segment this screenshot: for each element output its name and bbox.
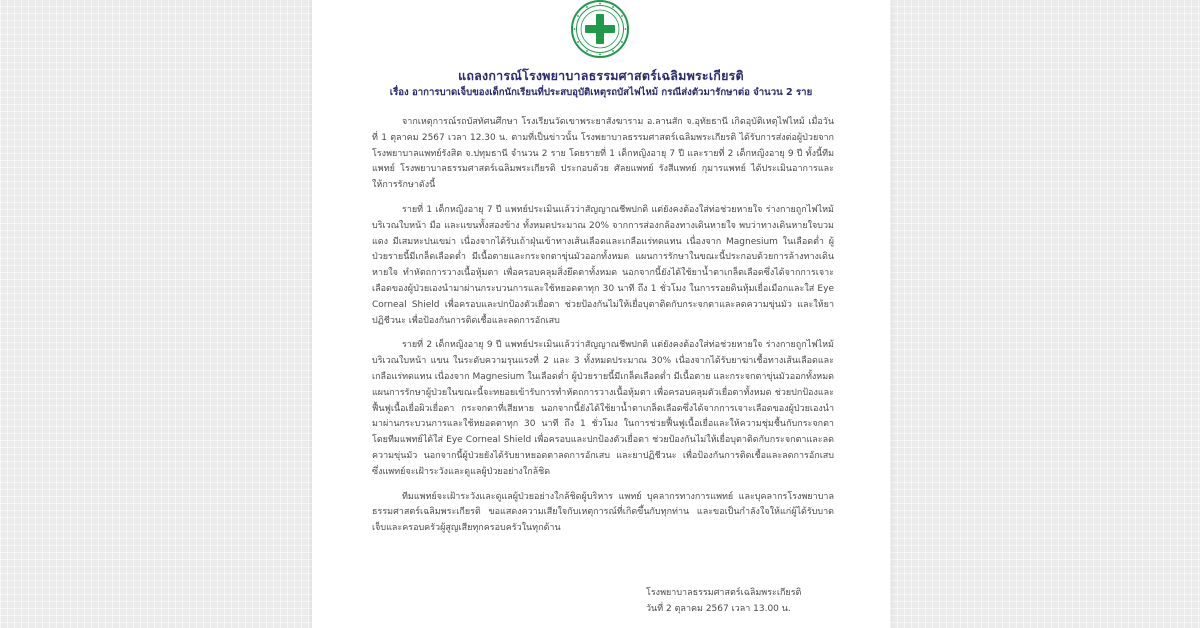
paragraph-case-1: รายที่ 1 เด็กหญิงอายุ 7 ปี แพทย์ประเมินแล้วว่าสัญญาณชีพปกติ แต่ยังคงต้องใส่ท่อช่วยหายใจ ร่างกายถูกไฟไหม้บริเวณใบหน้า มือ และแขนทั้งสองข้าง ทั้งหมดประมาณ 20% จากการส่องกล้องทางเดินหายใจ พบว่าทางเดินหายใจบวมแดง มีเสมหะปนเขม่า เนื่องจากได้รับเถ้าฝุ่นเข้าทางเส้นเลือดและเกลือแร่ทดแทน เนื่องจาก Magnesium ในเลือดต่ำ ผู้ป่วยรายนี้มีเกล็ดเลือดต่ำ มีเนื้อตายและกระจกตาขุ่นมัวออกทั้งหมด แผนการรักษาในขณะนี้ประกอบด้วยการล้างทางเดินหายใจ ทำหัตถการวางเนื้อหุ้มตา เพื่อครอบคลุมสิ่งยึดตาทั้งหมด นอกจากนี้ยังได้ใช้ยาน้ำตาเกล็ดเลือดซึ่งได้จากการเจาะเลือดของผู้ป่วยเองนำมาผ่านกระบวนการและใช้หยอดตาทุก 30 นาที ถึง 1 ชั่วโมง ในการรอยดินหุ้มเยื่อเมือกและใส่ Eye Corneal Shield เพื่อครอบและปกป้องตัวเยื่อตา ช่วยป้องกันไม่ให้เยื่อบุตาติดกับกระจกตาและลดความขุ่นมัว และให้ยาปฏิชีวนะ เพื่อป้องกันการติดเชื้อและลดการอักเสบ bbox=[372, 204, 834, 326]
signature-organization: โรงพยาบาลธรรมศาสตร์เฉลิมพระเกียรติ bbox=[646, 588, 802, 598]
document-body bbox=[372, 115, 834, 546]
announcement-sheet bbox=[312, 0, 890, 628]
green-cross-seal-icon bbox=[569, 0, 631, 62]
background-right bbox=[890, 0, 1200, 628]
signature-date: วันที่ 2 ตุลาคม 2567 เวลา 13.00 น. bbox=[646, 603, 791, 614]
document-subject: เรื่อง อาการบาดเจ็บของเด็กนักเรียนที่ประสบอุบัติเหตุรถบัสไฟไหม้ กรณีส่งตัวมารักษาต่อ จำนวน 2 ราย bbox=[389, 87, 813, 98]
paragraph-case-2: รายที่ 2 เด็กหญิงอายุ 9 ปี แพทย์ประเมินแล้วว่าสัญญาณชีพปกติ แต่ยังคงต้องใส่ท่อช่วยหายใจ ร่างกายถูกไฟไหม้บริเวณใบหน้า แขน ในระดับความรุนแรงที่ 2 และ 3 ทั้งหมดประมาณ 30% เนื่องจากได้รับยาฆ่าเชื้อทางเส้นเลือดและเกลือแร่ทดแทน เนื่องจาก Magnesium ในเลือดต่ำ ผู้ป่วยรายนี้มีเกล็ดเลือดต่ำ มีเนื้อตาย และกระจกตาขุ่นมัวออกทั้งหมด แผนการรักษาผู้ป่วยในขณะนี้จะทยอยเข้ารับการทำหัตถการวางเนื้อหุ้มตา เพื่อครอบคลุมตัวเยื่อตาทั้งหมด ช่วยปกป้องและฟื้นฟูเนื้อเยื่อผิวเยื่อตา กระจกตาที่เสียหาย นอกจากนี้ยังได้ใช้ยาน้ำตาเกล็ดเลือดซึ่งได้จากการเจาะเลือดของผู้ป่วยเองนำมาผ่านกระบวนการและใช้หยอดตาทุก 30 นาที ถึง 1 ชั่วโมง ในการช่วยฟื้นฟูเนื้อเยื่อและให้ความชุ่มชื้นกับกระจกตา โดยทีมแพทย์ได้ใส่ Eye Corneal Shield เพื่อครอบและปกป้องตัวเยื่อตา ช่วยป้องกันไม่ให้เยื่อบุตาติดกับกระจกตาและลดความขุ่นมัว นอกจากนี้ผู้ป่วยยังได้รับยาหยอดตาลดการอักเสบ และยาปฏิชีวนะ เพื่อป้องกันการติดเชื้อและลดการอักเสบ ซึ่งแพทย์จะเฝ้าระวังและดูแลผู้ป่วยอย่างใกล้ชิด bbox=[372, 340, 834, 477]
paragraph-intro: จากเหตุการณ์รถบัสทัศนศึกษา โรงเรียนวัดเขาพระยาสังฆาราม อ.ลานสัก จ.อุทัยธานี เกิดอุบัติเหตุไฟไหม้ เมื่อวันที่ 1 ตุลาคม 2567 เวลา 12.30 น. ตามที่เป็นข่าวนั้น โรงพยาบาลธรรมศาสตร์เฉลิมพระเกียรติ ได้รับการส่งต่อผู้ป่วยจากโรงพยาบาลแพทย์รังสิต จ.ปทุมธานี จำนวน 2 ราย โดยรายที่ 1 เด็กหญิงอายุ 7 ปี และรายที่ 2 เด็กหญิงอายุ 9 ปี ทั้งนี้ทีมแพทย์ โรงพยาบาลธรรมศาสตร์เฉลิมพระเกียรติ ประกอบด้วย ศัลยแพทย์ รังสีแพทย์ กุมารแพทย์ ได้ประเมินอาการและให้การรักษาดังนี้ bbox=[372, 117, 834, 191]
document-title: แถลงการณ์โรงพยาบาลธรรมศาสตร์เฉลิมพระเกียรติ bbox=[458, 68, 744, 83]
paragraph-closing: ทีมแพทย์จะเฝ้าระวังและดูแลผู้ป่วยอย่างใกล้ชิดผู้บริหาร แพทย์ บุคลากรทางการแพทย์ และบุคลากรโรงพยาบาลธรรมศาสตร์เฉลิมพระเกียรติ ขอแสดงความเสียใจกับเหตุการณ์ที่เกิดขึ้นกับทุกท่าน และขอเป็นกำลังใจให้แก่ผู้ได้รับบาดเจ็บและครอบครัวผู้สูญเสียทุกครอบครัวในทุกด้าน bbox=[372, 491, 834, 534]
signature-block bbox=[646, 586, 846, 618]
background-left bbox=[0, 0, 312, 628]
